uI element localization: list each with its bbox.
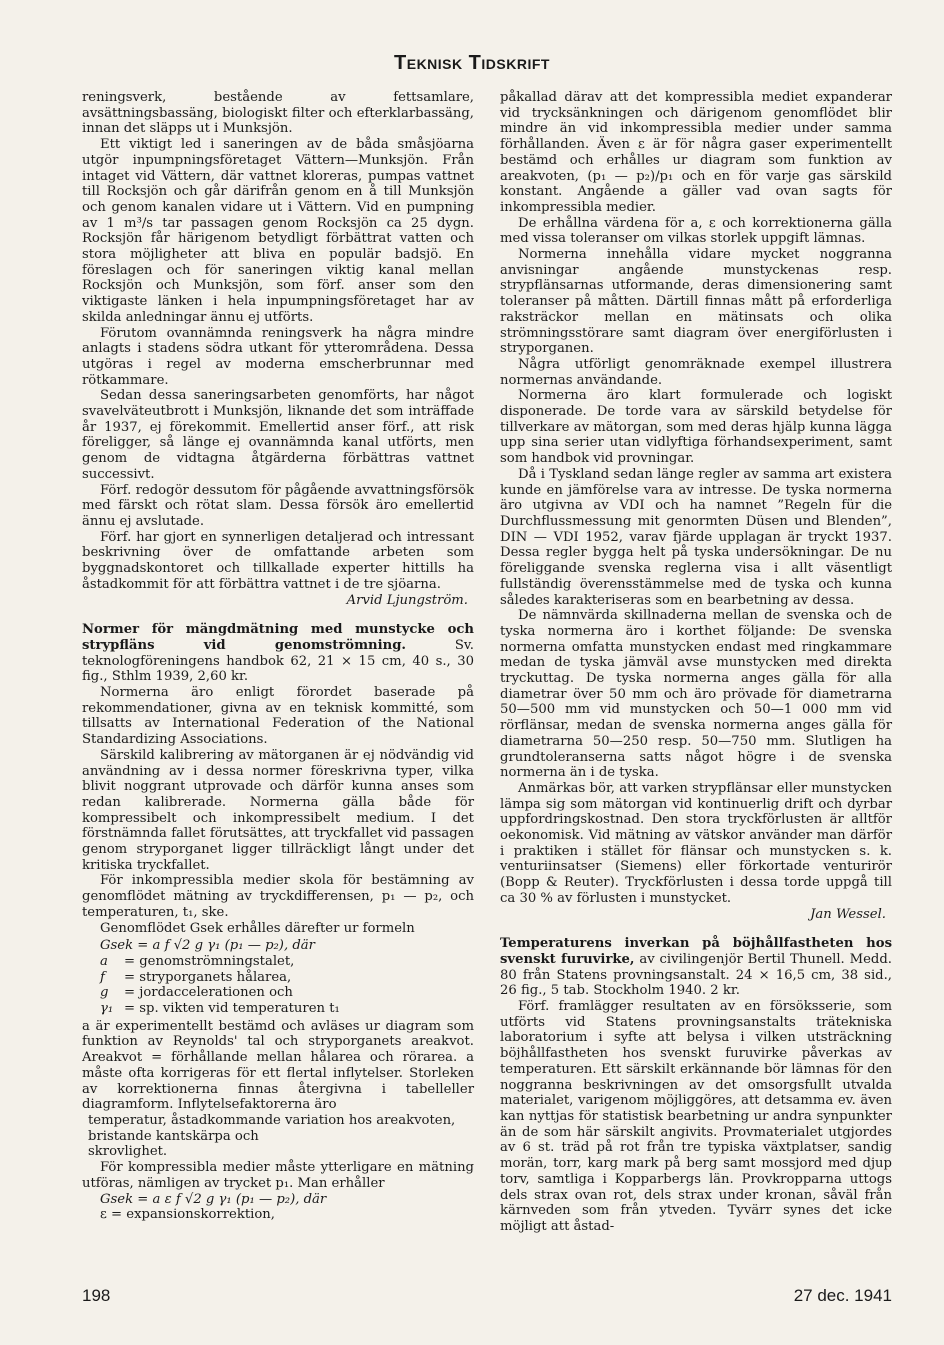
definition: = sp. vikten vid temperaturen t₁ [124,1001,340,1017]
paragraph: Särskild kalibrering av mätorganen är ej nödvändig vid användning av i dessa normer föreskrivna typer, vilka blivit noggrant utprovade och därför kunna anses som redan kalibrerade. Normerna gälla både för kompressibelt och inkompressibelt medium. I det förstnämnda fallet förutsättes, att tryckfallet vid passagen genom stryporganet ligger tillräckligt långt under det kritiska tryckfallet. [82,747,474,873]
paragraph: Normerna äro klart formulerade och logiskt disponerade. De torde vara av särskild betydelse för tillverkare av mätorgan, som med deras hjälp kunna lägga upp sina serier utan vidlyftiga förhandsexperiment, samt som handbok vid provningar. [500,388,892,467]
list-item: bristande kantskärpa och [88,1128,259,1144]
list-item: skrovlighet. [88,1144,168,1160]
paragraph: Då i Tyskland sedan länge regler av samma art existera kunde en jämförelse vara av intresse. De tyska normerna äro utgivna av VDI och ha namnet ”Regeln für die Durchflussmessung mit genormten Düsen und Blenden”, DIN — VDI 1952, varav fjärde upplagan är tryckt 1937. Dessa regler bygga helt på tyska undersökningar. De nu föreliggande svenska reglerna visa i allt väsentligt fullständig överensstämmelse med de tyska och kunna således karakteriseras som en bearbetning av dessa. [500,466,892,608]
signature: Jan Wessel. [810,906,886,922]
review-reference: Sv. teknologföreningens handbok 62, 21 × 15 cm, 40 s., 30 fig., Sthlm 1939, 2,60 kr. [82,637,474,685]
formula-block: Gsek = a f √2 g γ₁ (p₁ — p₂), där a = genomströmningstalet, f = stryporganets hålarea, g = jordaccelerationen och γ₁ = sp. vikten vid temperaturen t₁ [100,938,474,1017]
definition: = stryporganets hålarea, [124,969,292,985]
paragraph: a är experimentellt bestämd och avläses ur diagram som funktion av Reynolds' tal och stryporganets areakvot. Areakvot = förhållande mellan hålarea och rörarea. a måste ofta korrigeras för ett flertal inflytelser. Storleken av korrektionerna finnas återgivna i tabelleller diagramform. Inflytelsefaktorerna äro [82,1018,474,1113]
left-column [82,90,474,1223]
paragraph: För kompressibla medier måste ytterligare en mätning utföras, nämligen av trycket p₁. Man erhåller [82,1160,474,1191]
paragraph: För inkompressibla medier skola för bestämning av genomflödet mätning av tryckdifferensen, p₁ — p₂, och temperaturen, t₁, ske. [82,873,474,920]
paragraph: Normerna innehålla vidare mycket noggranna anvisningar angående munstyckenas resp. strypflänsarnas utformande, deras dimensionering samt toleranser på måtten. Därtill finnas mått på erforderliga raksträckor mellan en mätinsats och olika strömningsstörare samt diagram över energiförlusten i stryporganen. [500,247,892,357]
paragraph: reningsverk, bestående av fettsamlare, avsättningsbassäng, biologiskt filter och efterklarbassäng, innan det släpps ut i Munksjön. [82,90,474,137]
definition: ε = expansionskorrektion, [100,1207,275,1223]
formula: Gsek = a f √2 g γ₁ (p₁ — p₂), där [100,938,315,954]
paragraph: Förf. har gjort en synnerligen detaljerad och intressant beskrivning över de omfattande arbeten som byggnadskontoret och tillkallade experter hittills ha åstadkommit för att förbättra vattnet i de tre sjöarna. [82,529,474,592]
paragraph: Genomflödet Gsek erhålles därefter ur formeln [100,920,415,936]
paragraph: Några utförligt genomräknade exempel illustrera normernas användande. [500,356,892,388]
review-title: Normer för mängdmätning med munstycke och strypfläns vid genomströmning. [82,622,474,653]
right-column [500,90,892,1235]
review-title: Temperaturens inverkan på böjhållfastheten hos svenskt furuvirke, [500,936,892,967]
paragraph: De erhållna värdena för a, ε och korrektionerna gälla med vissa toleranser om vilkas storlek uppgift lämnas. [500,215,892,247]
journal-header: Teknisk Tidskrift [394,52,550,74]
issue-date: 27 dec. 1941 [793,1286,892,1305]
definition: = genomströmningstalet, [124,953,295,969]
signature: Arvid Ljungström. [346,592,468,608]
paragraph: Ett viktigt led i saneringen av de båda småsjöarna utgör inpumpningsföretaget Vättern—Munksjön. Från intaget vid Vättern, där vattnet kloreras, pumpas vattnet till Rocksjön och går därifrån genom en å till Munksjön och genom kanalen vidare ut i Vättern. Vid en pumpning av 1 m³/s tar passagen genom Rocksjön ca 25 dygn. Rocksjön får härigenom betydligt förbättrat vatten och stora möjligheter att bliva en populär badsjö. En föreslagen och för saneringen viktig kanal mellan Rocksjön och Munksjön, som förf. anser som den viktigaste länken i hela inpumpningsföretaget har av skilda anledningar ännu ej utförts. [82,137,474,325]
review-reference: av civilingenjör Bertil Thunell. Medd. 80 från Statens provningsanstalt. 24 × 16,5 cm, 38 sid., 26 fig., 5 tab. Stockholm 1940. 2 kr. [500,951,892,999]
formula: Gsek = a ε f √2 g γ₁ (p₁ — p₂), där [100,1191,327,1207]
paragraph: påkallad därav att det kompressibla mediet expanderar vid trycksänkningen och därigenom genomflödet blir mindre än vid inkompressibla medier under samma förhållanden. Även ε är för några gaser experimentellt bestämd och erhålles ur diagram som funktion av areakvoten, (p₁ — p₂)/p₁ och en för varje gas särskild konstant. Angående a gäller vad ovan sagts för inkompressibla medier. [500,90,892,215]
paragraph: Förf. framlägger resultaten av en försöksserie, som utförts vid Statens provningsanstalts trätekniska laboratorium i syfte att belysa i vilken utsträckning böjhållfastheten hos svenskt furuvirke påverkas av temperaturen. Ett särskilt erkännande bör lämnas för den noggranna beskrivningen av det omsorgsfullt utvalda materialet, varigenom möjliggöres, att detsamma ev. även kan nyttjas för statistisk bearbetning ur andra synpunkter än de som här särskilt angivits. Provmaterialet utgjordes av 6 st. träd på rot från tre typiska växtplatser, sandig morän, torr, karg mark på berg samt mossjord med djup torv, samtliga i Kopparbergs län. Provkropparna uttogs dels strax ovan rot, dels strax under kronan, såväl från kärnveden som från ytveden. Tyvärr synes det icke möjligt att åstad- [500,999,892,1234]
review-heading [82,622,474,685]
paragraph: De nämnvärda skillnaderna mellan de svenska och de tyska normerna äro i korthet följande: De svenska normerna omfatta munstycken endast med ringkammare medan de tyska jämväl avse munstycken med direkta tryckuttag. De tyska normerna anges gälla för alla diametrar över 50 mm och äro prövade för diametrarna 50—500 mm vid munstycken och 50—1 000 mm vid rörflänsar, medan de svenska normerna anges gälla för diametrarna 50—250 resp. 50—750 mm. Slutligen ha grundtoleranserna satts något högre i de svenska normerna än i de tyska. [500,608,892,781]
paragraph: Anmärkas bör, att varken strypflänsar eller munstycken lämpa sig som mätorgan vid kontinuerlig drift och dyrbar uppfordringskostnad. Den stora tryckförlusten är alltför oekonomisk. Vid mätning av vätskor använder man därför i praktiken i stället för flänsar och munstycken s. k. venturiinsatser (Siemens) eller förkortade venturirör (Bopp & Reuter). Tryckförlusten i dessa torde uppgå till ca 30 % av förlusten i munstycket. [500,780,892,906]
page-number: 198 [82,1286,111,1305]
paragraph: Normerna äro enligt förordet baserade på rekommendationer, givna av en teknisk kommitté, som tillsatts av International Federation of the National Standardizing Associations. [82,685,474,748]
paragraph: Förutom ovannämnda reningsverk ha några mindre anlagts i stadens södra utkant för ytterområdena. Dessa utgöras i regel av moderna emscherbrunnar med rötkammare. [82,325,474,388]
list-item: temperatur, åstadkommande variation hos areakvoten, [88,1113,456,1128]
review-heading [500,936,892,999]
paragraph: Sedan dessa saneringsarbeten genomförts, har något svavelväteutbrott i Munksjön, liknande det som inträffade år 1937, ej förekommit. Emellertid anser förf., att risk föreligger, så länge ej ovannämnda kanal utförts, men genom de vidtagna åtgärderna förbättras vattnet successivt. [82,388,474,482]
paragraph: Förf. redogör dessutom för pågående avvattningsförsök med färskt och rötat slam. Dessa försök äro emellertid ännu ej avslutade. [82,482,474,529]
definition: = jordaccelerationen och [124,985,293,1001]
